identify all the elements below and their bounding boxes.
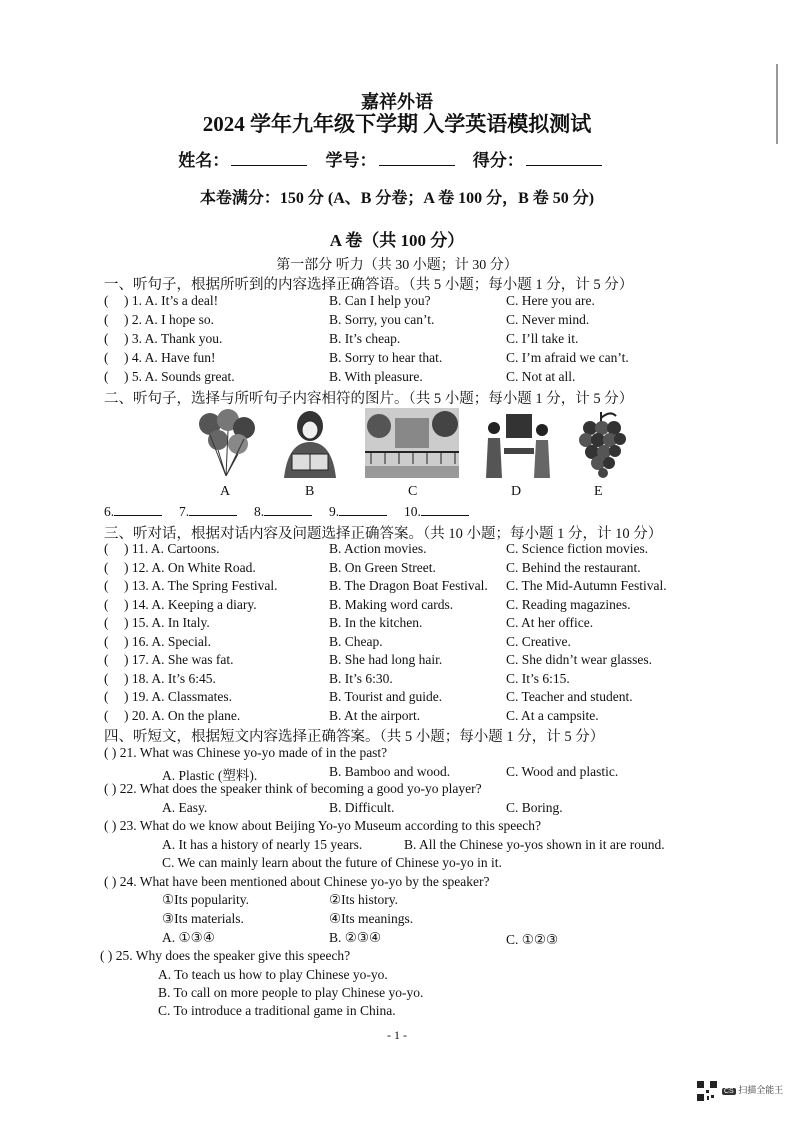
question-24: ( ) 24. What have been mentioned about Chinese yo-yo by the speaker? [104,874,490,889]
blank-7[interactable] [189,503,237,516]
question-16-option-a[interactable]: ) 16. A. Special. [124,633,211,649]
q23-option-b[interactable]: B. All the Chinese yo-yos shown in it are round. [404,837,665,852]
question-5-option-b[interactable]: B. With pleasure. [329,369,423,384]
grapes-icon [576,408,626,478]
question-21: ( ) 21. What was Chinese yo-yo made of in the past? [104,745,388,760]
question-11-option-a[interactable]: ) 11. A. Cartoons. [124,541,220,556]
question-17-option-a[interactable]: ) 17. A. She was fat. [124,652,234,667]
section3-heading: 三、听对话，根据对话内容及问题选择正确答案。（共 10 小题；每小题 1 分，计 10 分） [104,526,663,542]
question-4-option-b[interactable]: B. Sorry to hear that. [329,350,443,365]
q22-option-c[interactable]: C. Boring. [506,800,563,815]
question-20-paren[interactable]: ( [104,707,109,723]
question-3-option-c[interactable]: C. I’ll take it. [506,331,579,346]
q25-option-b[interactable]: B. To call on more people to play Chinese yo-yo. [158,985,424,1000]
question-4-paren[interactable]: ( [104,350,109,365]
question-18-option-a[interactable]: ) 18. A. It’s 6:45. [124,670,216,686]
section4-heading: 四、听短文，根据短文内容选择正确答案。（共 5 小题；每小题 1 分，计 5 分） [104,729,605,745]
q24-item-2: ②Its history. [329,892,398,907]
question-14-option-a[interactable]: ) 14. A. Keeping a diary. [124,596,257,612]
q25-option-c[interactable]: C. To introduce a traditional game in China. [158,1003,396,1018]
question-16-option-c[interactable]: C. Creative. [506,633,571,649]
question-15-paren[interactable]: ( [104,615,109,630]
q22-option-b[interactable]: B. Difficult. [329,800,395,815]
blank-10[interactable] [421,503,469,516]
question-13-option-c[interactable]: C. The Mid-Autumn Festival. [506,578,667,593]
q23-option-a[interactable]: A. It has a history of nearly 15 years. [162,837,363,852]
q24-option-a[interactable]: A. ①③④ [162,930,215,945]
question-13-option-b[interactable]: B. The Dragon Boat Festival. [329,578,488,593]
question-5-option-c[interactable]: C. Not at all. [506,369,576,384]
question-20-option-c[interactable]: C. At a campsite. [506,707,599,723]
part-a-heading: A 卷（共 100 分） [329,231,465,250]
question-15-option-b[interactable]: B. In the kitchen. [329,615,423,630]
balloons-icon [192,408,262,478]
number-blank[interactable] [379,151,455,166]
section2-heading: 二、听句子，选择与所听句子内容相符的图片。（共 5 小题；每小题 1 分，计 5 分） [104,391,634,407]
q21-option-c[interactable]: C. Wood and plastic. [506,764,619,779]
question-18-paren[interactable]: ( [104,670,109,686]
question-1-option-b[interactable]: B. Can I help you? [329,293,431,308]
picture-label-a: A [220,484,231,499]
qr-code-icon [696,1080,718,1102]
picture-label-b: B [305,484,315,499]
section1-heading: 一、听句子，根据所听到的内容选择正确答语。（共 5 小题；每小题 1 分，计 5 分） [104,277,634,293]
question-4-option-c[interactable]: C. I’m afraid we can’t. [506,350,629,365]
question-12-option-a[interactable]: ) 12. A. On White Road. [124,559,256,575]
question-3-option-b[interactable]: B. It’s cheap. [329,331,401,346]
question-13-paren[interactable]: ( [104,578,109,593]
girl-reading-icon [274,408,346,478]
q21-option-b[interactable]: B. Bamboo and wood. [329,764,451,779]
blank-9[interactable] [339,503,387,516]
question-5-paren[interactable]: ( [104,369,109,384]
q24-option-c[interactable]: C. ①②③ [506,932,559,947]
question-25: ( ) 25. Why does the speaker give this speech? [100,948,351,963]
blank-10-label: 10. [404,504,421,519]
student-info [0,146,794,171]
scanner-watermark [722,1083,783,1096]
blank-9-label: 9. [329,504,340,519]
picture-answer-blanks [104,503,469,520]
q24-item-1: ①Its popularity. [162,892,249,907]
question-20-option-b[interactable]: B. At the airport. [329,707,421,723]
question-14-paren[interactable]: ( [104,596,109,612]
question-17-option-c[interactable]: C. She didn’t wear glasses. [506,652,652,667]
question-1-option-c[interactable]: C. Here you are. [506,293,595,308]
question-12-paren[interactable]: ( [104,559,109,575]
question-14-option-c[interactable]: C. Reading magazines. [506,596,631,612]
question-2-option-c[interactable]: C. Never mind. [506,312,590,327]
question-3-option-a[interactable]: ) 3. A. Thank you. [124,331,223,346]
picture-label-e: E [594,484,603,499]
q24-item-4: ④Its meanings. [329,911,414,926]
question-19-option-b[interactable]: B. Tourist and guide. [329,689,443,704]
question-1-paren[interactable]: ( [104,293,109,308]
question-19-option-a[interactable]: ) 19. A. Classmates. [124,689,232,704]
question-18-option-c[interactable]: C. It’s 6:15. [506,670,570,686]
school-name: 嘉祥外语 [361,92,433,112]
page-number: - 1 - [387,1028,407,1042]
question-19-paren[interactable]: ( [104,689,109,704]
question-11-paren[interactable]: ( [104,541,109,556]
score-label: 得分： [472,151,524,170]
question-3-paren[interactable]: ( [104,331,109,346]
scanner-logo-icon: CS [724,1088,734,1095]
blank-6-label: 6. [104,504,115,519]
question-20-option-a[interactable]: ) 20. A. On the plane. [124,707,241,723]
q23-option-c[interactable]: C. We can mainly learn about the future of Chinese yo-yo in it. [162,855,502,870]
question-5-option-a[interactable]: ) 5. A. Sounds great. [124,369,235,384]
question-22: ( ) 22. What does the speaker think of becoming a good yo-yo player? [104,781,482,796]
name-label: 姓名： [178,151,230,170]
question-15-option-a[interactable]: ) 15. A. In Italy. [124,615,210,630]
question-2-paren[interactable]: ( [104,312,109,327]
people-at-screen-icon [482,408,554,478]
picture-label-d: D [511,484,522,499]
question-12-option-b[interactable]: B. On Green Street. [329,559,436,575]
blank-8-label: 8. [254,504,265,519]
q21-option-a[interactable]: A. Plastic (塑料). [162,768,258,783]
question-15-option-c[interactable]: C. At her office. [506,615,594,630]
question-18-option-b[interactable]: B. It’s 6:30. [329,670,393,686]
question-1-option-a[interactable]: ) 1. A. It’s a deal! [124,293,219,308]
blank-7-label: 7. [179,504,190,519]
park-scene-icon [365,408,459,478]
question-2-option-b[interactable]: B. Sorry, you can’t. [329,312,435,327]
score-blank[interactable] [526,151,602,166]
question-2-option-a[interactable]: ) 2. A. I hope so. [124,312,214,327]
name-blank[interactable] [231,151,307,166]
score-info: 本卷满分：150 分 (A、B 分卷；A 卷 100 分，B 卷 50 分) [199,190,595,207]
q24-item-3: ③Its materials. [162,911,244,926]
blank-8[interactable] [264,503,312,516]
question-19-option-c[interactable]: C. Teacher and student. [506,689,633,704]
blank-6[interactable] [114,503,162,516]
question-16-paren[interactable]: ( [104,633,109,649]
part1-heading: 第一部分 听力（共 30 小题；计 30 分） [276,258,518,273]
question-13-option-a[interactable]: ) 13. A. The Spring Festival. [124,578,278,593]
q25-option-a[interactable]: A. To teach us how to play Chinese yo-yo. [158,967,388,982]
question-4-option-a[interactable]: ) 4. A. Have fun! [124,350,216,365]
page-title: 2024 学年九年级下学期 入学英语模拟测试 [202,112,592,136]
question-12-option-c[interactable]: C. Behind the restaurant. [506,559,641,575]
question-17-option-b[interactable]: B. She had long hair. [329,652,443,667]
question-23: ( ) 23. What do we know about Beijing Yo-yo Museum according to this speech? [104,818,541,833]
number-label: 学号： [325,151,377,170]
question-16-option-b[interactable]: B. Cheap. [329,633,383,649]
question-11-option-b[interactable]: B. Action movies. [329,541,427,556]
question-17-paren[interactable]: ( [104,652,109,667]
question-11-option-c[interactable]: C. Science fiction movies. [506,541,649,556]
question-14-option-b[interactable]: B. Making word cards. [329,596,454,612]
picture-label-c: C [408,484,418,499]
scanner-name: 扫描全能王 [738,1085,784,1095]
q24-option-b[interactable]: B. ②③④ [329,930,382,945]
q22-option-a[interactable]: A. Easy. [162,800,208,815]
